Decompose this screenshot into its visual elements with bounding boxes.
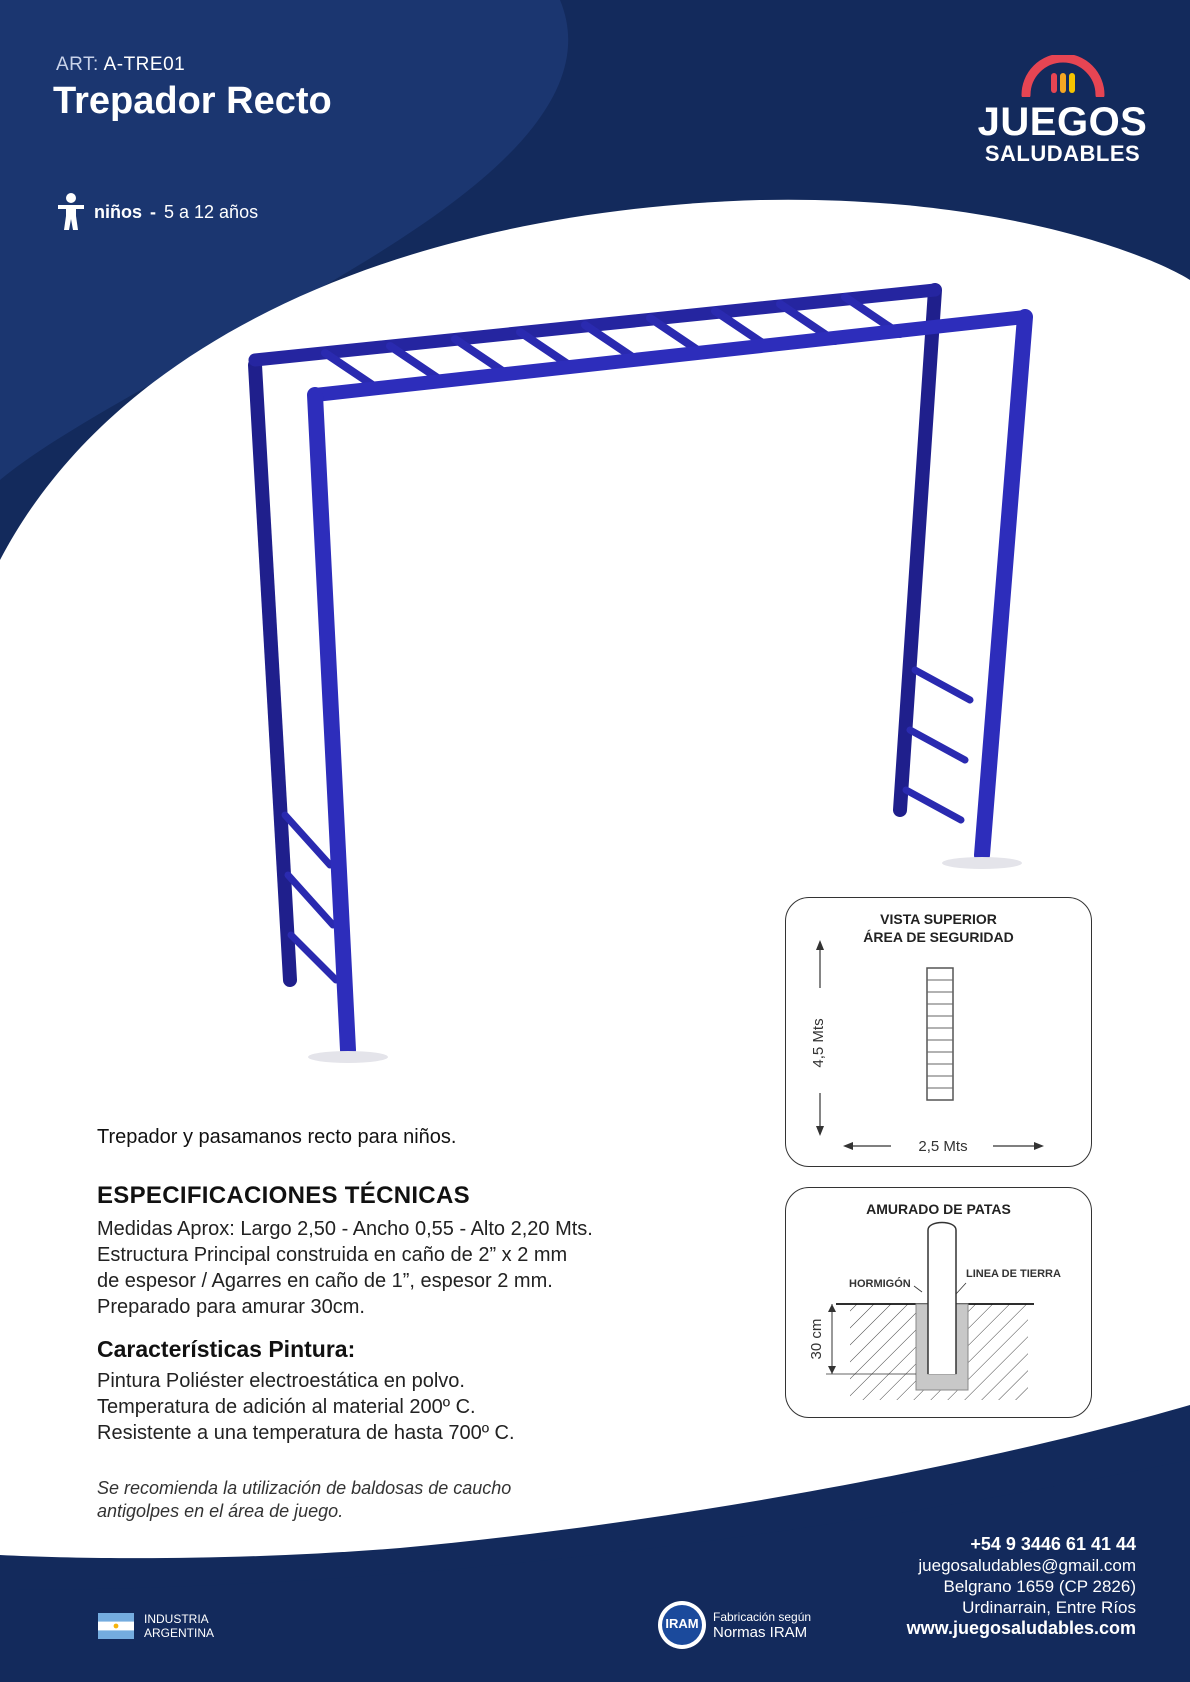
spec-line: Medidas Aprox: Largo 2,50 - Ancho 0,55 - Alto 2,20 Mts.	[97, 1218, 593, 1240]
age-separator: -	[150, 201, 156, 222]
argentina-flag-icon	[98, 1613, 134, 1639]
logo-arc-icon	[1018, 55, 1108, 97]
spec-line: Preparado para amurar 30cm.	[97, 1296, 365, 1318]
age-range	[56, 192, 258, 232]
product-description: Trepador y pasamanos recto para niños.	[97, 1126, 457, 1148]
art-prefix: ART:	[56, 54, 99, 75]
age-range-value: 5 a 12 años	[164, 201, 259, 222]
spec-line: de espesor / Agarres en caño de 1”, espesor 2 mm.	[97, 1270, 553, 1292]
logo-line1: JUEGOS	[977, 100, 1148, 144]
industria-argentina-badge	[98, 1612, 214, 1640]
safety-diagram-drawing	[786, 898, 1091, 1166]
iram-line2: Normas IRAM	[713, 1623, 808, 1641]
specs-list	[97, 1216, 593, 1320]
product-title: Trepador Recto	[53, 80, 332, 122]
safety-title-line1: VISTA SUPERIOR	[880, 911, 997, 927]
concrete-label: HORMIGÓN	[849, 1278, 911, 1290]
paint-line: Resistente a una temperatura de hasta 700º C.	[97, 1422, 515, 1444]
paint-line: Pintura Poliéster electroestática en polvo.	[97, 1370, 465, 1392]
note-line2: antigolpes en el área de juego.	[97, 1501, 344, 1521]
contact-info	[907, 1534, 1136, 1639]
paint-line: Temperatura de adición al material 200º C.	[97, 1396, 476, 1418]
brand-logo	[975, 55, 1150, 166]
contact-phone[interactable]: +54 9 3446 61 41 44	[970, 1534, 1136, 1554]
leg-anchoring-diagram	[785, 1187, 1092, 1418]
paint-list	[97, 1368, 515, 1446]
specs-heading: ESPECIFICACIONES TÉCNICAS	[97, 1182, 470, 1209]
safety-title-line2: ÁREA DE SEGURIDAD	[863, 929, 1014, 945]
contact-address2: Urdinarrain, Entre Ríos	[962, 1598, 1136, 1617]
iram-badge-text: IRAM	[665, 1616, 699, 1631]
child-icon	[56, 192, 86, 232]
contact-address1: Belgrano 1659 (CP 2826)	[943, 1577, 1136, 1596]
iram-certification	[657, 1600, 811, 1650]
article-code	[56, 54, 185, 76]
anchor-title: AMURADO DE PATAS	[866, 1201, 1011, 1217]
iram-logo	[657, 1600, 707, 1650]
contact-email[interactable]: juegosaludables@gmail.com	[918, 1556, 1136, 1575]
iram-line1: Fabricación según	[713, 1609, 812, 1624]
safety-height-label: 4,5 Mts	[810, 1018, 827, 1068]
contact-web[interactable]: www.juegosaludables.com	[906, 1618, 1136, 1638]
art-code-value: A-TRE01	[103, 54, 186, 75]
safety-width-label: 2,5 Mts	[918, 1138, 968, 1155]
safety-area-diagram	[785, 897, 1092, 1167]
anchor-diagram-drawing	[786, 1188, 1091, 1417]
ground-line-label: LINEA DE TIERRA	[966, 1268, 1061, 1280]
depth-label: 30 cm	[808, 1318, 825, 1360]
spec-line: Estructura Principal construida en caño de 2” x 2 mm	[97, 1244, 568, 1266]
logo-line2: SALUDABLES	[984, 141, 1141, 166]
industry-line1: INDUSTRIA	[144, 1612, 209, 1626]
recommendation-note	[97, 1477, 511, 1523]
note-line1: Se recomienda la utilización de baldosas de caucho	[97, 1478, 512, 1498]
industry-line2: ARGENTINA	[144, 1626, 215, 1640]
paint-heading: Características Pintura:	[97, 1336, 356, 1362]
age-group: niños	[94, 201, 142, 222]
